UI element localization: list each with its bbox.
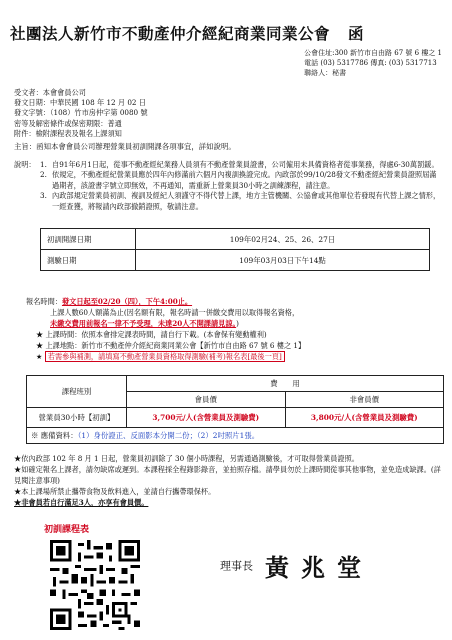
subject: 主旨：函知本會會員公司辦理營業員初訓開課各項事宜，詳如說明。 (14, 142, 236, 151)
table-row (41, 250, 430, 271)
explain-item: 2. 依規定，不動產經紀營業員應於四年內修滿前六個月內複訓換證完成。內政部於99/10/28發文不動產經紀營業員證照屆滿過期者，該證書字號立即無效，不再通知，需重新上營業員30小時之訓練課程，請注意。 (40, 170, 437, 190)
explain-item: 說明： 1. 自91年6月1日起，從事不動產經紀業務人員須有不動產營業員證書，公司僱用未具備資格者從事業務，得處6-30萬罰鍰。 (14, 160, 439, 169)
table-row (27, 428, 444, 444)
table-row (27, 376, 444, 392)
nonmember-price: 3,800元/人(含營業員及測驗費) (285, 408, 444, 428)
member-price: 3,700元/人(含營業員及測驗費) (127, 408, 286, 428)
member-header: 會員價 (127, 392, 286, 408)
registration-time-label: 報名時間： (26, 297, 62, 306)
schedule-label: 初訓開課日期 (41, 229, 136, 250)
registration-time: 發文日起至02/20（四），下午4:00止。 (61, 297, 193, 306)
contact-person: 聯絡人：秘書 (304, 69, 347, 77)
docs-label: ※ 應備資料： (31, 431, 78, 440)
issue-date: 發文日期：中華民國 108 年 12 月 02 日 (14, 98, 146, 108)
class-location: ★ 上課地點：新竹市不動產仲介經紀商業同業公會【新竹市自由路 67 號 6 樓之 1】 (36, 341, 306, 350)
signature (220, 548, 373, 583)
signature-name: 黃兆堂 (265, 553, 373, 582)
explain-label: 說明： (14, 160, 36, 169)
nonmember-header: 非會員價 (285, 392, 444, 408)
security-level: 密等及解密條件或保密期限：普通 (14, 118, 122, 128)
signature-title: 理事長 (220, 559, 253, 573)
page-title (10, 22, 364, 44)
class-header: 課程班別 (27, 376, 127, 408)
address: 公會住址:300 新竹市自由路 67 號 6 樓之 1 (304, 49, 442, 57)
schedule-value: 109年02月24、25、26、27日 (136, 229, 430, 250)
capacity-note: 上課人數60人額滿為止(因名額有限，報名時請一併繳交費用以取得報名資格， (50, 308, 300, 317)
phone-fax: 電話 (03) 5317786 傳真: (03) 5317713 (304, 59, 437, 67)
list-item: ★如確定報名上課者，請勿缺席或遲到。本課程採全程錄影錄音，並拍照存檔。請學員勿於上課時間從事其他事物，並免造成缺課。(詳見閱注意事項) (14, 465, 441, 485)
retest-alert: 若需參與補測，請填寫不動產營業員資格取得測驗(補考)報名表[最後一頁] (45, 351, 285, 362)
recipient: 受文者：本會會員公司 (14, 88, 86, 97)
star-icon: ★ (36, 352, 43, 361)
table-row (41, 229, 430, 250)
qr-code-icon[interactable] (50, 540, 140, 630)
table-row (27, 408, 444, 428)
doc-type: 函 (348, 24, 365, 43)
explain-item: 3. 內政部規定營業員初訓、複訓及經紀人須謹守不得代替上課，地方主管機關、公協會或其他單位若發現有代替上課之情形，一經查獲，將報請內政部撤銷證照，敬請注意。 (40, 191, 441, 211)
schedule-value: 109年03月03日下午14點 (136, 250, 430, 271)
fee-table (26, 375, 444, 444)
issue-number: 發文字號：（108）竹市房仲字第 0080 號 (14, 108, 148, 118)
course-table-title: 初訓課程表 (44, 525, 90, 535)
class-time-rule: ★ 上課時間：依照本會排定課表時間，請自行下載。(本會保有變動權利) (36, 330, 267, 339)
registration-info: 報名時間：發文日起至02/20（四），下午4:00止。 上課人數60人額滿為止(因名額有限，報名時請一併繳交費用以取得報名資格， 未繳交費用前報名一律不予受理，未達20人不開課請見諒。) ★ 上課時間：依照本會排定課表時間，請自行下載。(本會保有變動權利) ★ 上課地點：新竹市不動產仲介經紀商業同業公會【新竹市自由路 67 號 6 樓之 1】 ★ 若需參與補測，請填寫不動產營業員資格取得測驗(補考)報名表[最後一頁] (26, 296, 446, 362)
document-meta (14, 88, 148, 139)
schedule-table (40, 228, 430, 271)
contact-block (304, 48, 442, 78)
payment-warning: 未繳交費用前報名一律不予受理，未達20人不開課請見諒。 (50, 319, 237, 328)
schedule-label: 測驗日期 (41, 250, 136, 271)
attachment: 附件：檢附課程表及報名上課須知 (14, 128, 122, 138)
class-name: 營業員30小時【初訓】 (27, 408, 127, 428)
list-item: ★非會員若自行滿足3人，亦享有會員價。 (14, 498, 149, 507)
notes (14, 453, 442, 508)
list-item: ★本上課場所禁止攜帶食物及飲料進入，並請自行攜帶環保杯。 (14, 487, 216, 496)
list-item: ★依內政部 102 年 8 月 1 日起，營業員初訓除了 30 個小時課程，另需通過測驗後，才可取得營業員證照。 (14, 454, 359, 463)
fee-header: 費 用 (127, 376, 444, 392)
explanation (14, 160, 442, 212)
association-name: 社團法人新竹市不動產仲介經紀商業同業公會 (10, 24, 331, 43)
required-docs: （1）身份證正、反面影本分開二份；（2）2吋照片1張。 (77, 431, 260, 440)
